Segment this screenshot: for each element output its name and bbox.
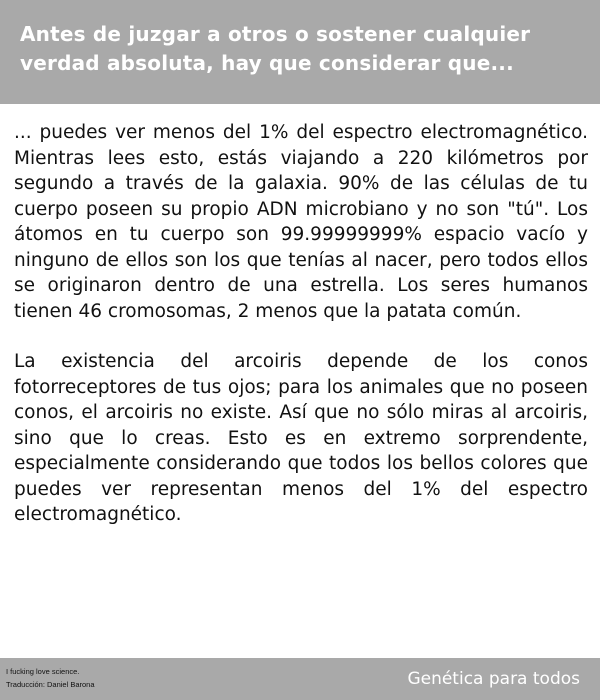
footer-banner [0, 658, 600, 700]
credit-source: I fucking love science. [6, 667, 80, 676]
body-content [14, 120, 588, 528]
header-banner [0, 0, 600, 104]
header-title: Antes de juzgar a otros o sostener cualquier verdad absoluta, hay que considerar que... [20, 22, 531, 75]
brand-name: Genética para todos [407, 669, 580, 689]
body-paragraph-1: ... puedes ver menos del 1% del espectro electromagnético. Mientras lees esto, estás viajando a 220 kilómetros por segundo a través de la galaxia. 90% de las células de tu cuerpo poseen su propio ADN microbiano y no son "tú". Los átomos en tu cuerpo son 99.99999999% espacio vacío y ninguno de ellos son los que tenías al nacer, pero todos ellos se originaron dentro de una estrella. Los seres humanos tienen 46 cromosomas, 2 menos que la patata común. [14, 122, 588, 322]
body-paragraph-2: La existencia del arcoiris depende de los conos fotorreceptores de tus ojos; para los animales que no poseen conos, el arcoiris no existe. Así que no sólo miras al arcoiris, sino que lo creas. Esto es en extremo sorprendente, especialmente considerando que todos los bellos colores que puedes ver representan menos del 1% del espectro electromagnético. [14, 351, 588, 525]
credit-translation: Traducción: Daniel Barona [6, 680, 95, 689]
